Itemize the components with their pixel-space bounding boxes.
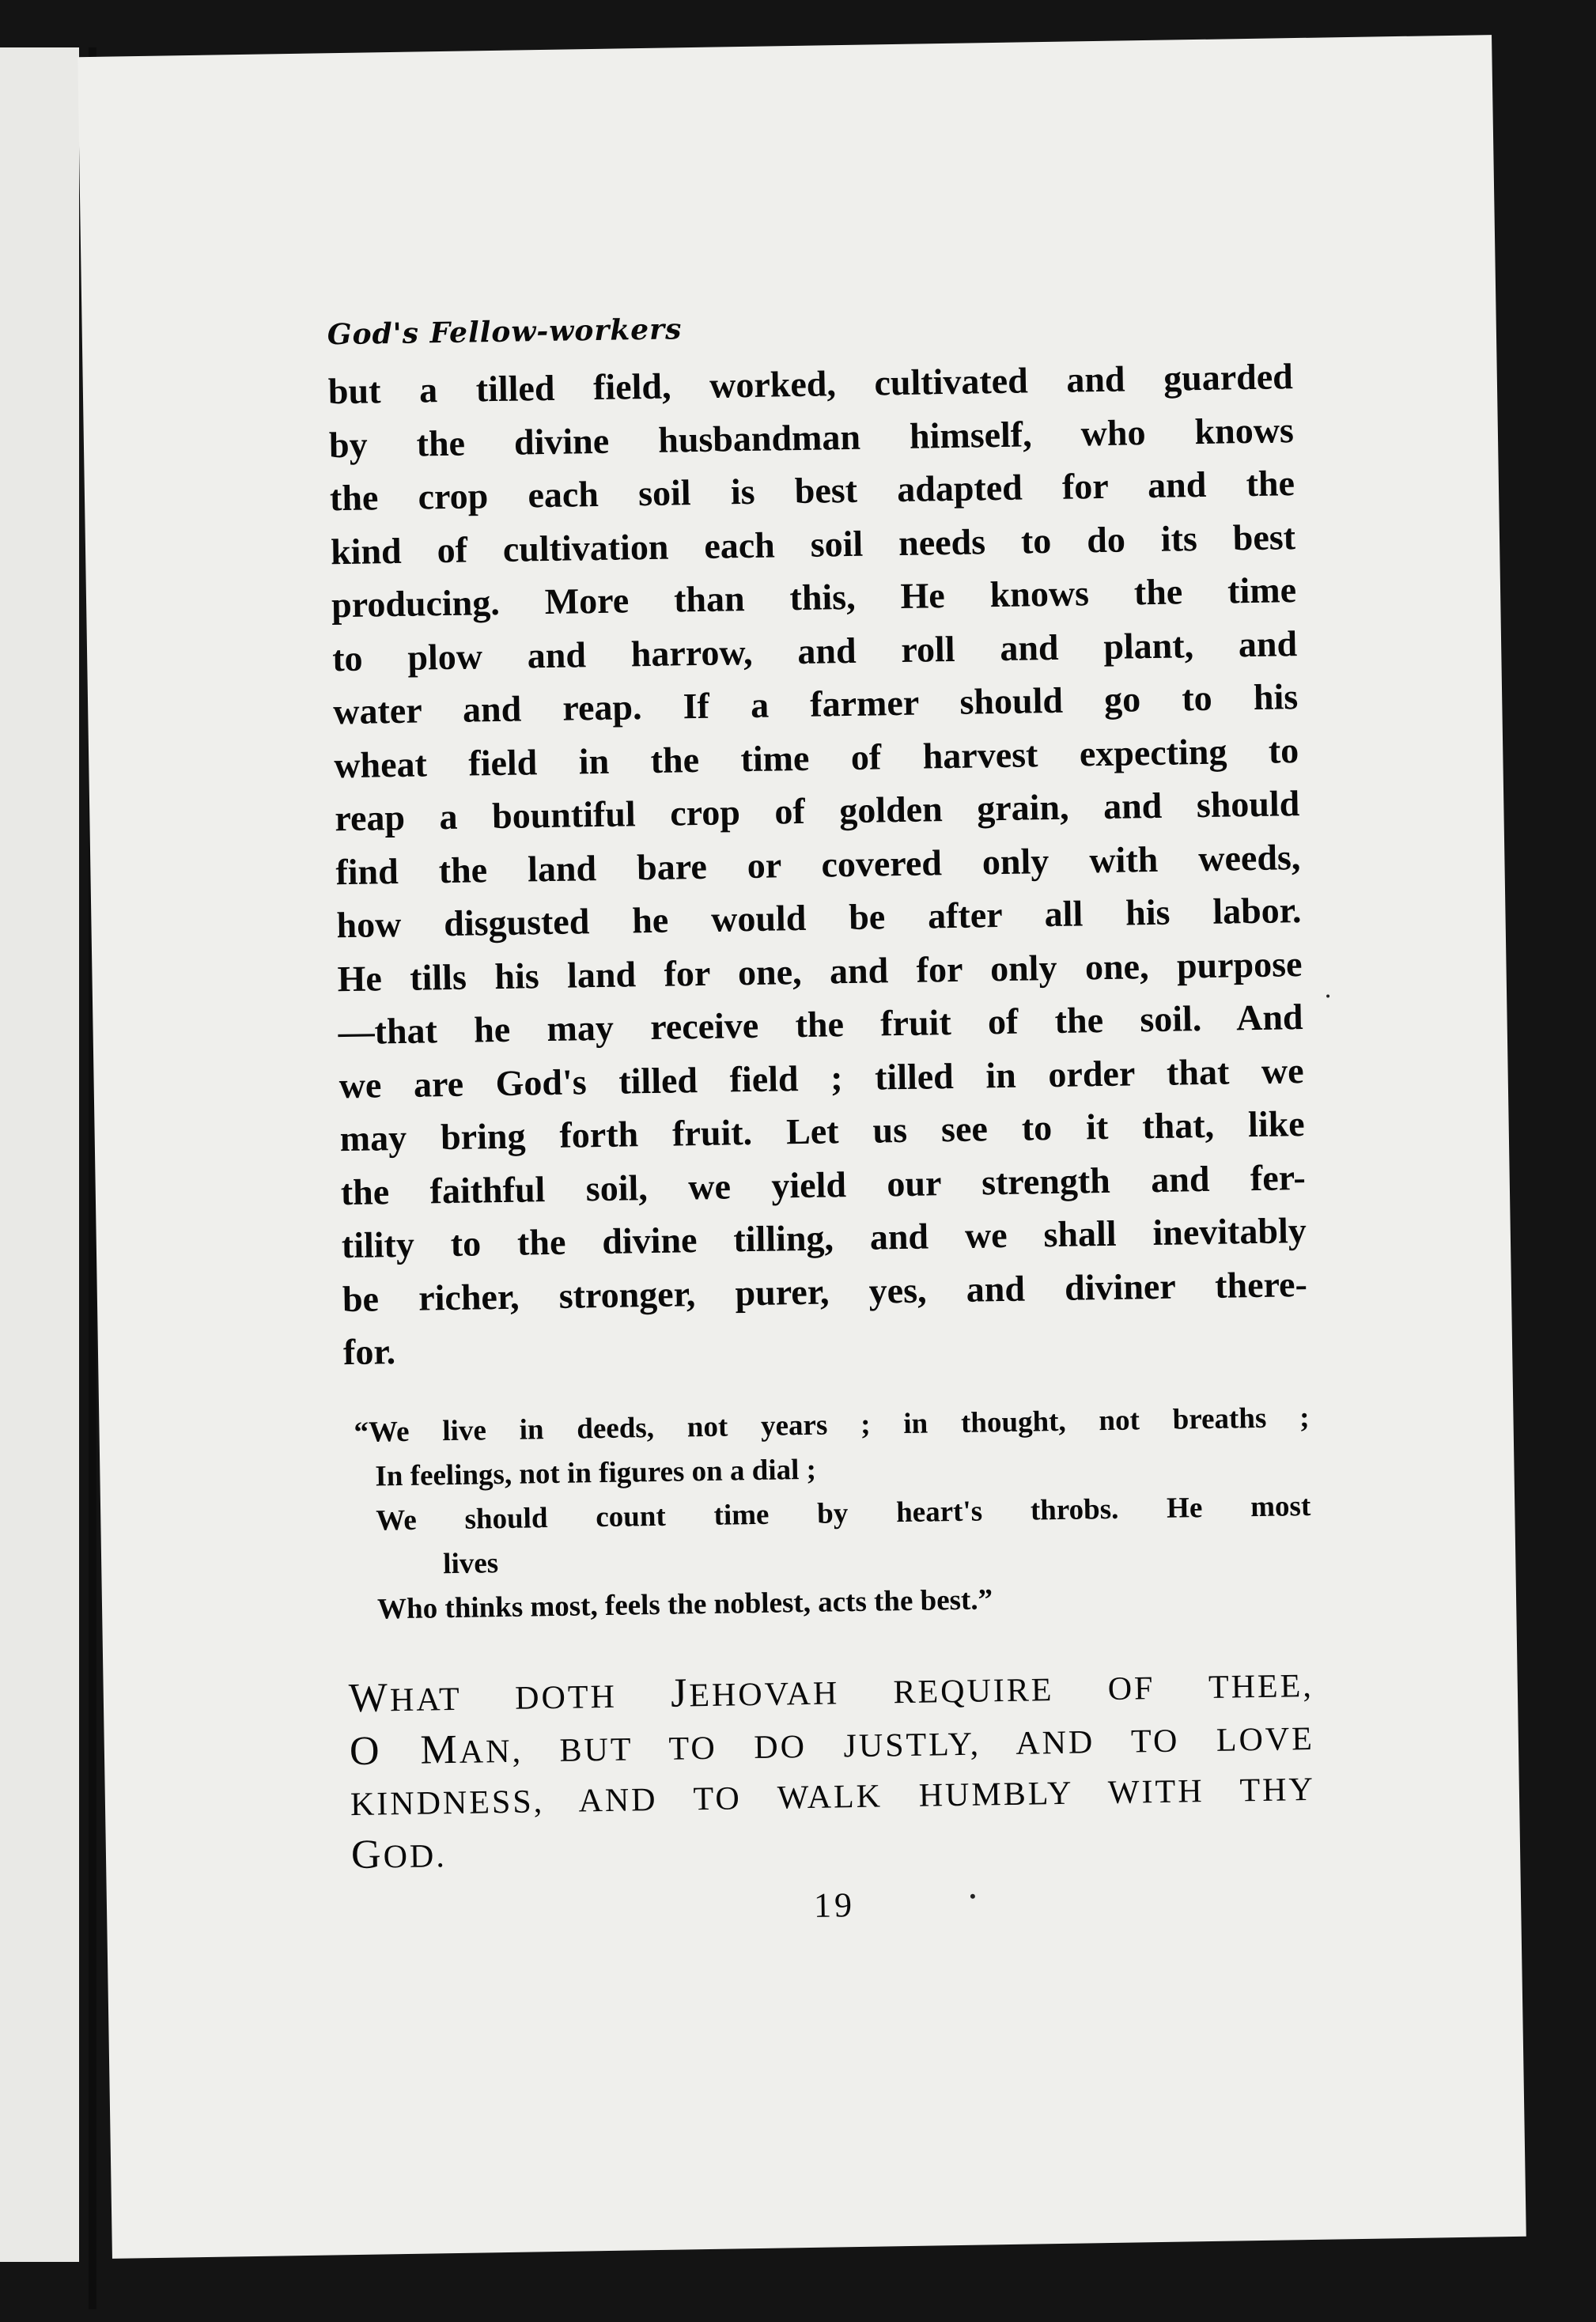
body-line: to plow and harrow, and roll and plant, and — [331, 622, 1298, 679]
body-line: the crop each soil is best adapted for and the — [329, 463, 1295, 519]
poem-line: lives — [442, 1546, 499, 1580]
body-paragraph — [327, 350, 1308, 1379]
body-line: find the land bare or covered only with weeds, — [335, 836, 1301, 892]
body-line: wheat field in the time of harvest expecting to — [333, 729, 1299, 785]
running-head: God's Fellow-workers — [327, 312, 683, 352]
scripture-verse — [348, 1658, 1316, 1883]
verse-text: HAT DOTH — [389, 1677, 671, 1719]
body-line: reap a bountiful crop of golden grain, and should — [335, 783, 1300, 839]
page-number: 19 — [813, 1885, 856, 1925]
verse-cap: W — [348, 1674, 391, 1721]
page-content — [327, 303, 1317, 1933]
body-line: we are God's tilled field ; tilled in order that we — [338, 1049, 1304, 1106]
quoted-poem — [354, 1396, 1312, 1632]
book-page — [78, 35, 1526, 2259]
body-line: tility to the divine tilling, and we shall inevitably — [341, 1210, 1307, 1266]
body-line: for. — [342, 1331, 396, 1373]
body-line: the faithful soil, we yield our strength and fer- — [340, 1156, 1307, 1212]
verse-cap: J — [670, 1670, 690, 1716]
body-line: producing. More than this, He knows the time — [331, 569, 1297, 626]
verse-text: AN, BUT TO DO JUSTLY, AND TO LOVE — [459, 1720, 1315, 1771]
body-line: may bring forth fruit. Let us see to it that, like — [339, 1103, 1306, 1159]
body-line: —that he may receive the fruit of the soil. And — [338, 996, 1303, 1053]
body-line: water and reap. If a farmer should go to his — [332, 676, 1299, 732]
body-line: by the divine husbandman himself, who knows — [328, 409, 1295, 465]
verse-text: OD. — [383, 1837, 448, 1876]
body-line: be richer, stronger, purer, yes, and diviner there- — [342, 1263, 1308, 1319]
body-line: He tills his land for one, and for only one, purpose — [337, 943, 1303, 999]
body-line: but a tilled field, worked, cultivated and guarded — [327, 356, 1294, 412]
poem-line: In feelings, not in figures on a dial ; — [375, 1453, 817, 1493]
poem-line: We should count time by heart's throbs. He most — [376, 1489, 1311, 1537]
print-speck — [1326, 994, 1329, 997]
poem-line: Who thinks most, feels the noblest, acts the best.” — [376, 1583, 993, 1626]
facing-page-edge — [0, 47, 79, 2262]
body-line: how disgusted he would be after all his labor. — [336, 890, 1302, 946]
verse-text: KINDNESS, AND TO WALK HUMBLY WITH THY — [350, 1771, 1316, 1823]
print-speck — [970, 1894, 975, 1899]
verse-cap: G — [350, 1832, 384, 1878]
body-line: kind of cultivation each soil needs to do its best — [330, 516, 1296, 572]
verse-cap: O M — [349, 1726, 460, 1774]
verse-text: EHOVAH REQUIRE OF THEE, — [689, 1667, 1314, 1715]
poem-line: “We live in deeds, not years ; in thought, not breaths ; — [354, 1401, 1310, 1449]
